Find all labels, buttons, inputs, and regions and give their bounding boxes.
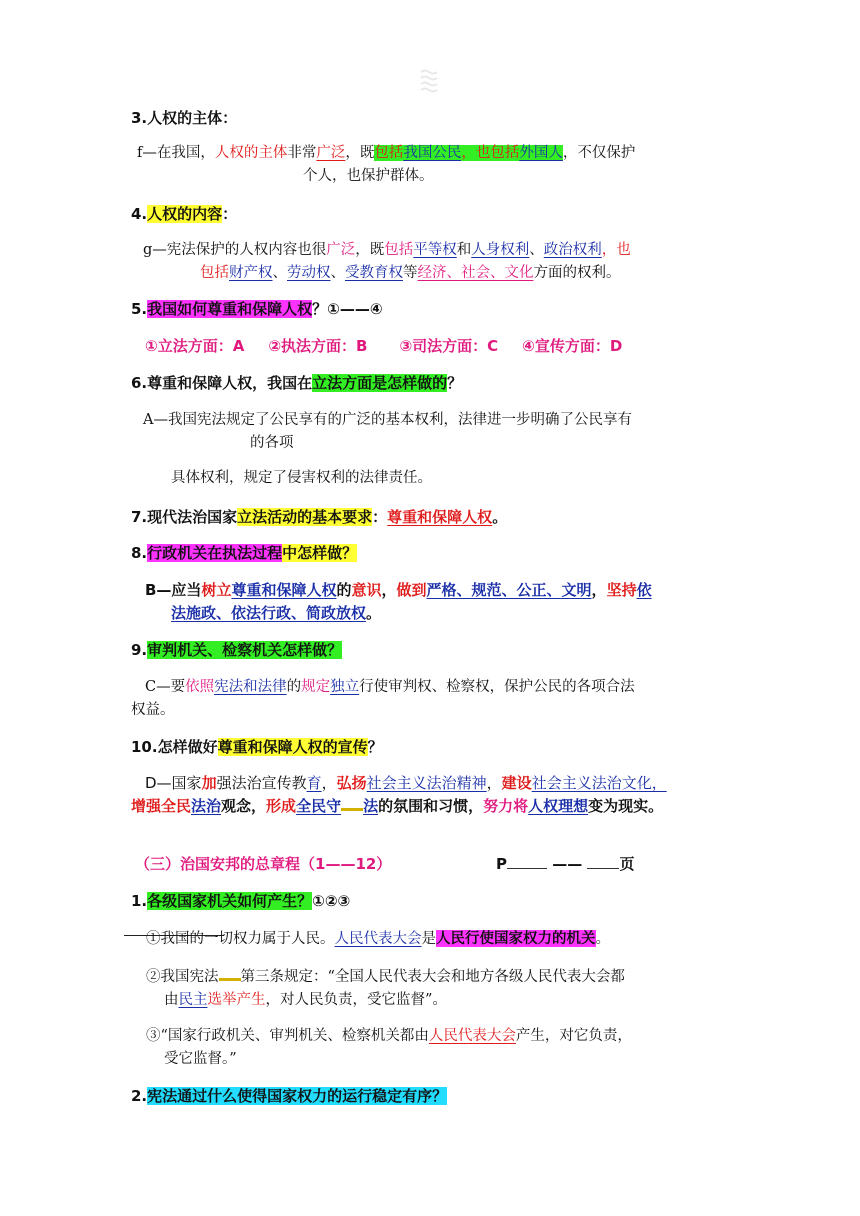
- q1-answer-3-cont: 受它监督。”: [164, 1051, 237, 1067]
- section-10-title: 10.怎样做好尊重和保障人权的宣传？: [131, 738, 383, 756]
- section-4-answer-line1: g—宪法保护的人权内容也很广泛，既包括平等权和人身权利、政治权利，也: [143, 242, 631, 258]
- section-6-answer-line3: 具体权利，规定了侵害权利的法律责任。: [171, 470, 432, 486]
- section-5-items: ①立法方面：A ②执法方面：B ③司法方面：C ④宣传方面：D: [145, 337, 623, 355]
- section-10-answer-line2: 增强全民法治观念，形成全民守 法的氛围和习惯，努力将人权理想变为现实。: [131, 797, 664, 815]
- decorative-mark: [420, 68, 438, 94]
- q1-answer-1: ①我国的一切权力属于人民。人民代表大会是人民行使国家权力的机关。: [146, 930, 610, 947]
- section-7-title: 7.现代法治国家立法活动的基本要求：尊重和保障人权。: [131, 508, 508, 526]
- section-6-answer-line2: 的各项: [250, 435, 294, 451]
- section-5-title: 5.我国如何尊重和保障人权？①——④: [131, 300, 383, 318]
- section-9-answer-line2: 权益。: [131, 702, 175, 718]
- blank-mark: [341, 798, 363, 811]
- section-3-answer-line1: f—在我国，人权的主体非常广泛，既包括我国公民，也包括外国人，不仅保护: [137, 145, 636, 161]
- blank-mark: [219, 968, 241, 981]
- section-9-answer-line1: C—要依照宪法和法律的规定独立行使审判权、检察权，保护公民的各项合法: [145, 679, 635, 695]
- page-reference: P —— 页: [496, 855, 635, 873]
- section-3-title: 3.人权的主体：: [131, 109, 238, 127]
- q1-answer-2: ②我国宪法 第三条规定：“全国人民代表大会和地方各级人民代表大会都: [146, 969, 625, 985]
- section-6-answer-line1: A—我国宪法规定了公民享有的广泛的基本权利，法律进一步明确了公民享有: [143, 412, 632, 428]
- q1-title: 1.各级国家机关如何产生？①②③: [131, 892, 351, 910]
- section-iii-title: （三）治国安邦的总章程（1——12）: [135, 855, 392, 873]
- q2-title: 2.宪法通过什么使得国家权力的运行稳定有序？: [131, 1087, 448, 1105]
- section-4-title: 4.人权的内容：: [131, 205, 238, 223]
- section-8-title: 8.行政机关在执法过程中怎样做？: [131, 544, 358, 562]
- q1-answer-3: ③“国家行政机关、审判机关、检察机关都由人民代表大会产生，对它负责，: [146, 1028, 632, 1044]
- section-9-title: 9.审判机关、检察机关怎样做？: [131, 641, 343, 659]
- section-3-answer-line2: 个人，也保护群体。: [303, 168, 434, 184]
- q1-answer-2-cont: 由民主选举产生，对人民负责，受它监督”。: [164, 992, 447, 1008]
- section-10-answer-line1: D—国家加强法治宣传教育，弘扬社会主义法治精神，建设社会主义法治文化，: [145, 774, 667, 792]
- section-8-answer-line1: B—应当树立尊重和保障人权的意识，做到严格、规范、公正、文明，坚持依: [145, 581, 652, 599]
- section-4-answer-line2: 包括财产权、劳动权、受教育权等经济、社会、文化方面的权利。: [200, 265, 621, 281]
- section-6-title: 6.尊重和保障人权，我国在立法方面是怎样做的？: [131, 374, 463, 392]
- section-8-answer-line2: 法施政、依法行政、简政放权。: [171, 604, 382, 622]
